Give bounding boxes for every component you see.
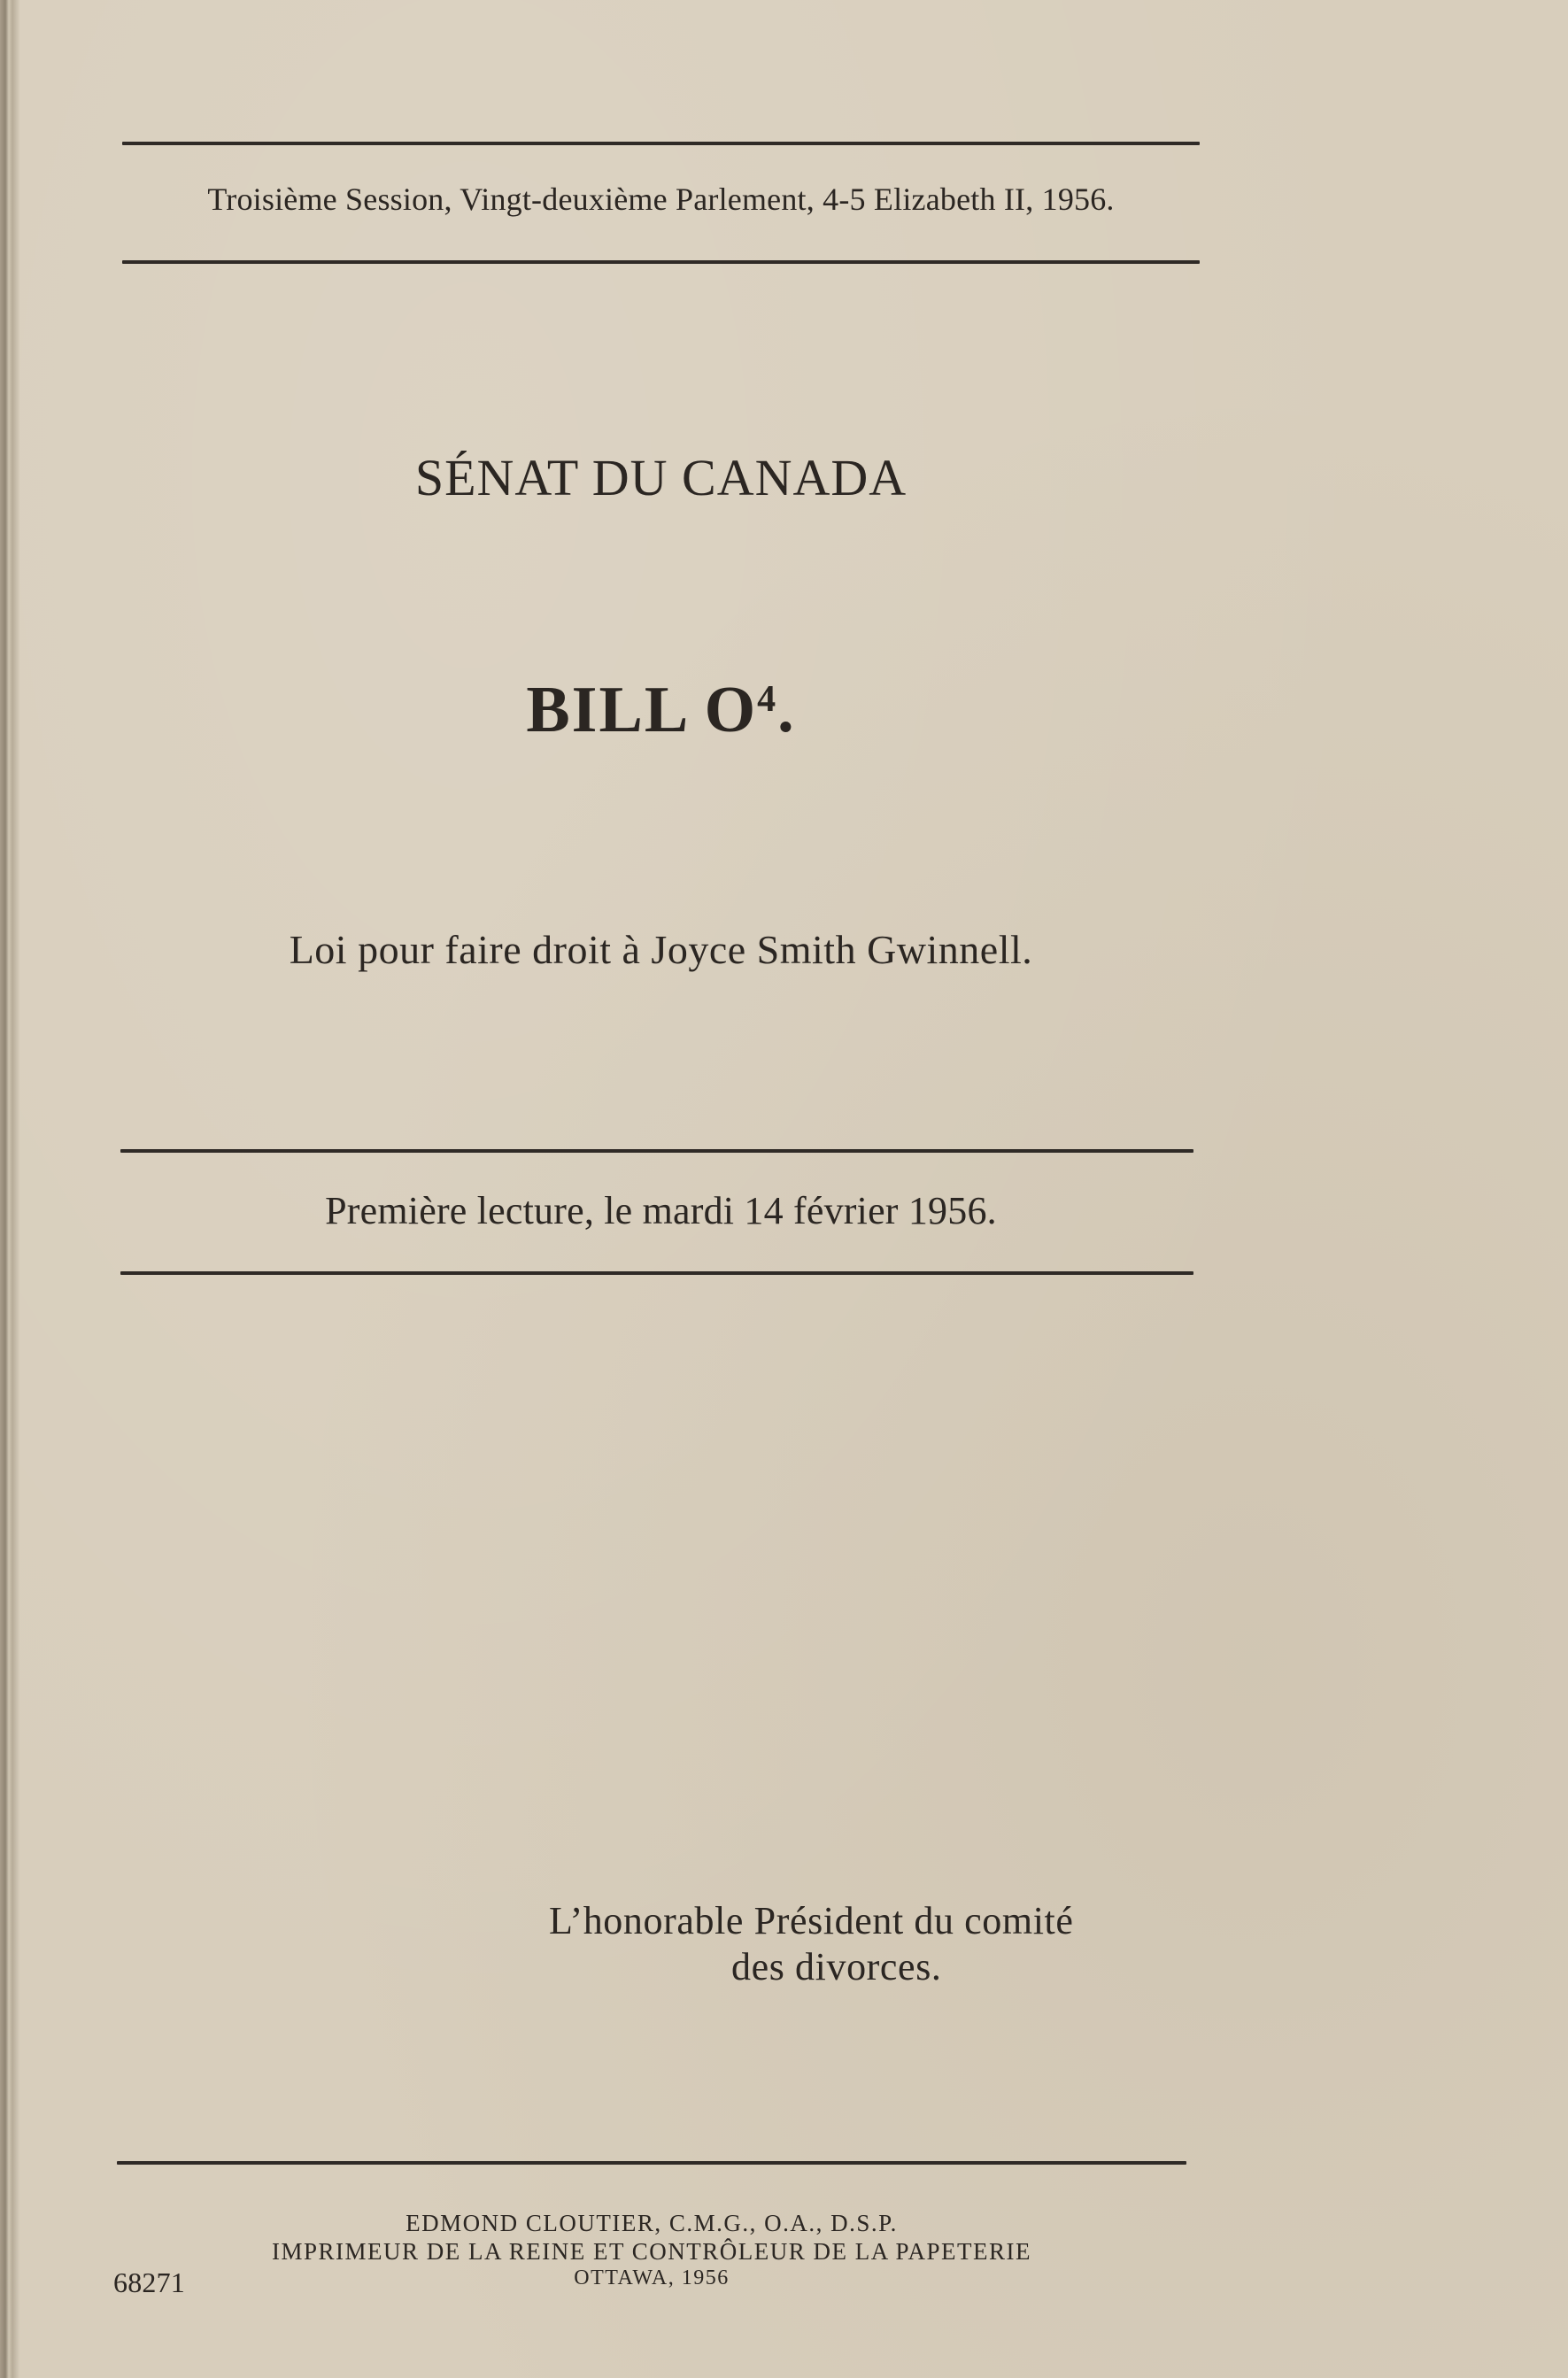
bill-number xyxy=(122,673,1200,748)
bill-superscript: 4 xyxy=(757,678,778,720)
sponsor-line-2: des divorces. xyxy=(731,1945,942,1988)
printer-name: EDMOND CLOUTIER, C.M.G., O.A., D.S.P. xyxy=(406,2210,898,2236)
header-bottom-rule xyxy=(122,260,1200,264)
sponsor-line-1: L’honorable Président du comité xyxy=(549,1899,1074,1942)
imprint-rule xyxy=(117,2161,1186,2165)
first-reading-line: Première lecture, le mardi 14 février 1956. xyxy=(325,1189,997,1232)
printer-title: IMPRIMEUR DE LA REINE ET CONTRÔLEUR DE LA PAPETERIE xyxy=(271,2238,1031,2265)
session-line: Troisième Session, Vingt-deuxième Parlement, 4-5 Elizabeth II, 1956. xyxy=(207,181,1115,217)
bill-label: BILL O xyxy=(526,674,758,746)
print-code: 68271 xyxy=(113,2266,185,2298)
top-rule xyxy=(122,142,1200,145)
chamber-title: SÉNAT DU CANADA xyxy=(414,449,908,506)
binding-edge xyxy=(0,0,19,2378)
reading-bottom-rule xyxy=(120,1271,1193,1275)
bill-title: Loi pour faire droit à Joyce Smith Gwinnell. xyxy=(289,927,1033,972)
printer-place-year: OTTAWA, 1956 xyxy=(574,2266,730,2289)
reading-top-rule xyxy=(120,1149,1193,1153)
bill-suffix: . xyxy=(777,674,796,746)
